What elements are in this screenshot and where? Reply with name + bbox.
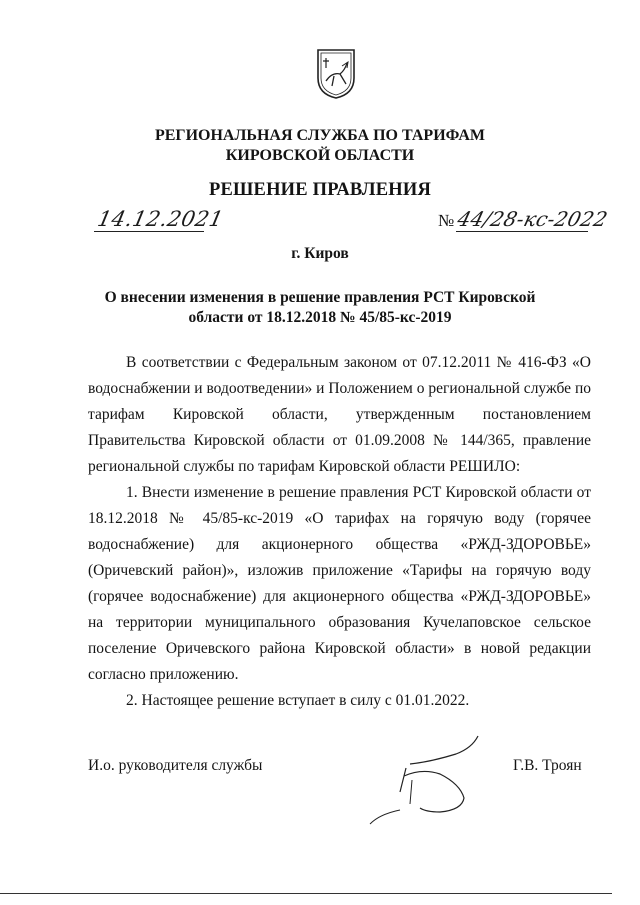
number-underline — [456, 231, 588, 232]
document-title: РЕШЕНИЕ ПРАВЛЕНИЯ — [208, 180, 432, 200]
decision-number: 44/28-кс-2022 — [455, 207, 611, 231]
signatory-position: И.о. руководителя службы — [88, 757, 263, 774]
subject-line-1: О внесении изменения в решение правления РСТ Кировской — [104, 289, 536, 306]
city: г. Киров — [291, 245, 349, 262]
org-line-2: КИРОВСКОЙ ОБЛАСТИ — [225, 147, 415, 164]
subject-line-2: области от 18.12.2018 № 45/85-кс-2019 — [188, 309, 452, 326]
item-2-paragraph: 2. Настоящее решение вступает в силу с 01.01.2022. — [126, 692, 470, 709]
organization-name — [0, 126, 640, 166]
decision-subject — [0, 288, 640, 328]
decision-body — [88, 350, 591, 714]
number-sign: № — [438, 211, 455, 230]
date-underline — [94, 231, 204, 232]
signatory-name: Г.В. Троян — [513, 757, 582, 774]
page-bottom-line — [0, 893, 612, 894]
org-line-1: РЕГИОНАЛЬНАЯ СЛУЖБА ПО ТАРИФАМ — [154, 127, 486, 144]
item-1-paragraph: 1. Внести изменение в решение правления РСТ Кировской области от 18.12.2018 № 45/85-кс-2019 «О тарифах на горячую воду (горячее водоснабжение) для акционерного общества «РЖД-ЗДОРОВЬЕ» (Оричевский район)», изложив приложение «Тарифы на горячую воду (горячее водоснабжение) для акционерного общества «РЖД-ЗДОРОВЬЕ» на территории муниципального образования Кучелаповское сельское поселение Оричевского района Кировской области» в новой редакции согласно приложению. — [88, 484, 591, 683]
handwritten-signature — [360, 728, 500, 828]
intro-paragraph: В соответствии с Федеральным законом от 07.12.2011 № 416-ФЗ «О водоснабжении и водоотведении» и Положением о региональной службе по тарифам Кировской области, утвержденным постановлением Правительства Кировской области от 01.09.2008 № 144/365, правление региональной службы по тарифам Кировской области РЕШИЛО: — [88, 354, 591, 475]
coat-of-arms-icon — [316, 48, 356, 100]
decision-date: 14.12.2021 — [95, 207, 226, 231]
